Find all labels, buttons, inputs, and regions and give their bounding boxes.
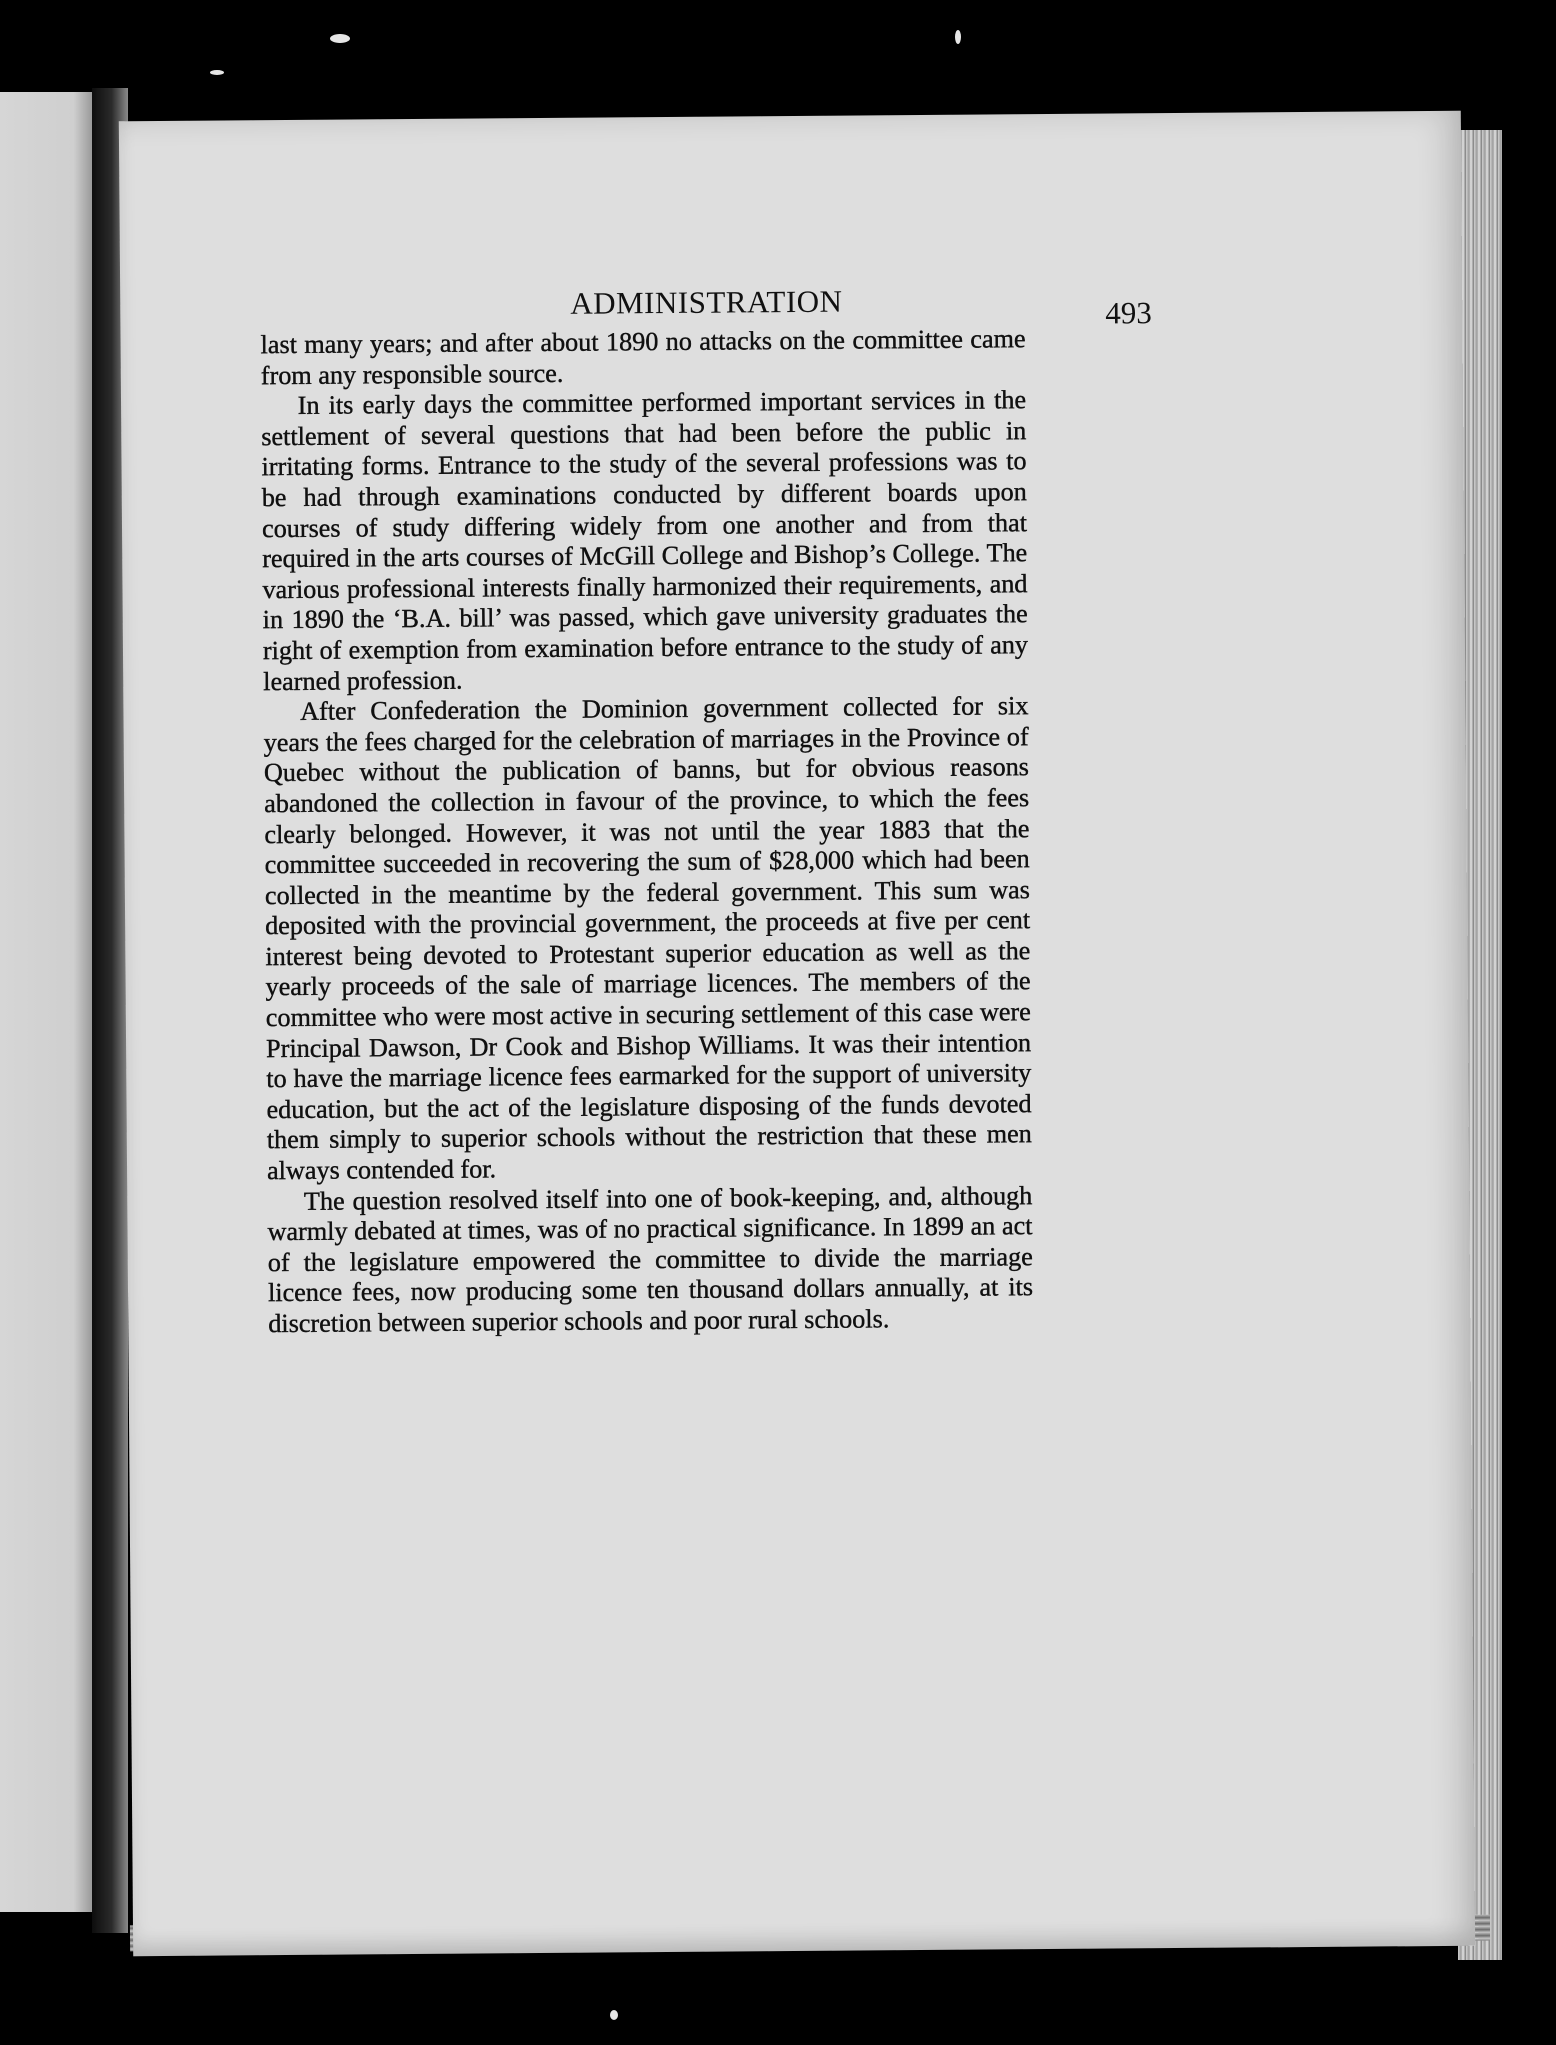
- page-number: 493: [1105, 295, 1152, 331]
- dust-speck: [610, 2010, 618, 2020]
- dust-speck: [210, 70, 224, 75]
- paragraph: The question resolved itself into one of book-keeping, and, although warmly debated at times, was of no practical significance. In 1899 an act of the legislature empowered the committee to divide the marriage licence fees, now producing some ten thousand dollars annually, at its discretion between superior schools and poor rural schools.: [267, 1180, 1034, 1339]
- body-text: [260, 324, 1033, 1340]
- book-page: [119, 111, 1475, 1956]
- paragraph: In its early days the committee performed important services in the settlement of several questions that had been before the public in irritating forms. Entrance to the study of the several professions was to be had through examinations conducted by different boards upon courses of study differing widely from one another and from that required in the arts courses of McGill College and Bishop’s College. The various professional interests finally harmonized their requirements, and in 1890 the ‘B.A. bill’ was passed, which gave university graduates the right of exemption from examination before entrance to the study of any learned profession.: [261, 385, 1029, 696]
- dust-speck: [955, 30, 961, 44]
- paragraph: After Confederation the Dominion government collected for six years the fees charged for the celebration of marriages in the Province of Quebec without the publication of banns, but for obvious reasons abandoned the collection in favour of the province, to which the fees clearly belonged. However, it was not until the year 1883 that the committee succeeded in recovering the sum of $28,000 which had been collected in the meantime by the federal government. This sum was deposited with the provincial government, the proceeds at five per cent interest being devoted to Protestant superior education as well as the yearly proceeds of the sale of marriage licences. The members of the committee who were most active in securing settlement of this case were Principal Dawson, Dr Cook and Bishop Williams. It was their intention to have the marriage licence fees earmarked for the support of university education, but the act of the legislature disposing of the funds devoted them simply to superior schools without the restriction that these men always contended for.: [263, 691, 1032, 1186]
- paragraph-continuation: last many years; and after about 1890 no attacks on the committee came from any responsible source.: [260, 324, 1026, 390]
- facing-page-edge: [0, 92, 92, 1912]
- dust-speck: [330, 34, 350, 43]
- running-title: ADMINISTRATION: [570, 283, 843, 321]
